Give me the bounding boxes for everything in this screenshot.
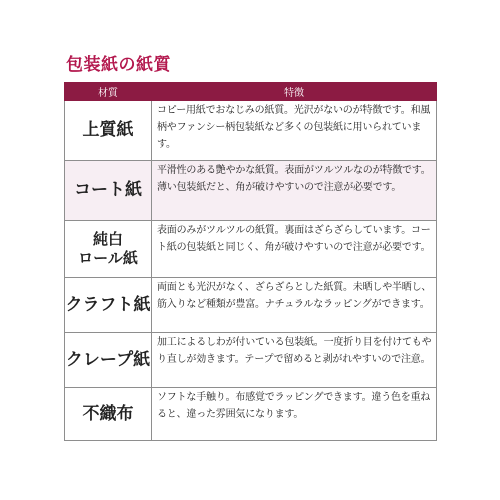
material-cell: 不織布	[65, 388, 152, 441]
feature-cell: 両面とも光沢がなく、ざらざらとした紙質。未晒しや半晒し、筋入りなど種類が豊富。ナチュラルなラッピングができます。	[152, 278, 437, 333]
header-material: 材質	[65, 83, 152, 101]
table-row	[65, 388, 437, 441]
paper-types-table	[64, 82, 437, 441]
feature-cell: ソフトな手触り。布感覚でラッピングできます。違う色を重ねると、違った雰囲気になります。	[152, 388, 437, 441]
feature-cell: コピー用紙でおなじみの紙質。光沢がないのが特徴です。和風柄やファンシー柄包装紙など多くの包装紙に用いられています。	[152, 101, 437, 161]
feature-cell: 平滑性のある艶やかな紙質。表面がツルツルなのが特徴です。薄い包装紙だと、角が破けやすいので注意が必要です。	[152, 161, 437, 221]
material-cell: クレープ紙	[65, 333, 152, 388]
material-cell: 上質紙	[65, 101, 152, 161]
table-row	[65, 278, 437, 333]
material-cell: 純白 ロール紙	[65, 221, 152, 278]
material-cell: クラフト紙	[65, 278, 152, 333]
feature-cell: 加工によるしわが付いている包装紙。一度折り目を付けてもやり直しが効きます。テープで留めると剥がれやすいので注意。	[152, 333, 437, 388]
table-row	[65, 161, 437, 221]
table-row	[65, 333, 437, 388]
material-cell: コート紙	[65, 161, 152, 221]
page-title: 包装紙の紙質	[66, 55, 171, 75]
table-row	[65, 221, 437, 278]
table-header-row	[65, 83, 437, 101]
table-row	[65, 101, 437, 161]
header-feature: 特徴	[152, 83, 437, 101]
feature-cell: 表面のみがツルツルの紙質。裏面はざらざらしています。コート紙の包装紙と同じく、角が破けやすいので注意が必要です。	[152, 221, 437, 278]
